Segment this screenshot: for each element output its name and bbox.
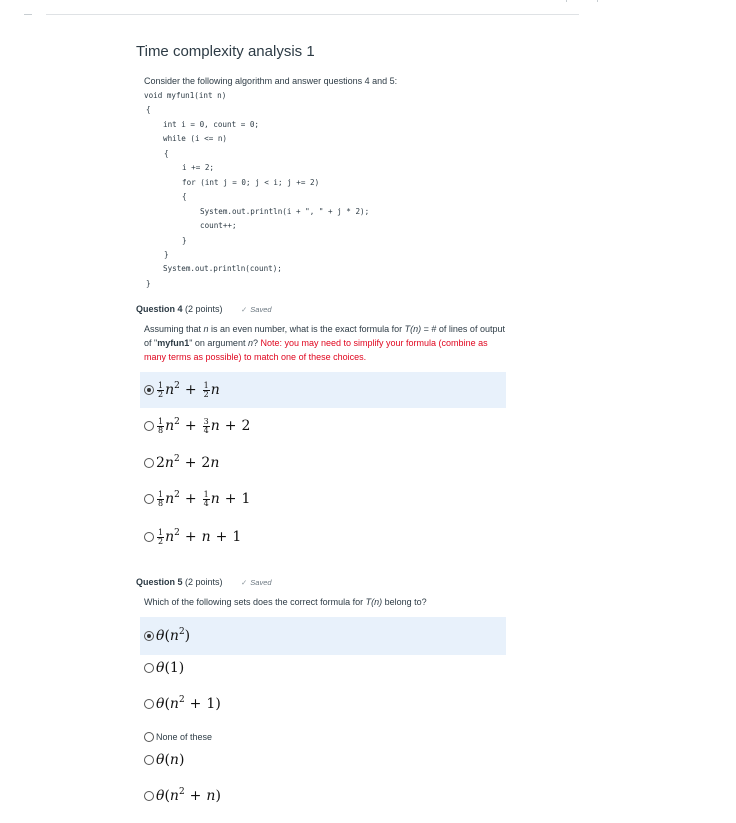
question-4-option[interactable] bbox=[144, 481, 250, 517]
question-4-option[interactable] bbox=[144, 445, 219, 481]
option-formula: θ ( n ) bbox=[156, 752, 185, 768]
radio-button[interactable] bbox=[144, 791, 154, 801]
code-line: { bbox=[182, 192, 187, 201]
code-line: } bbox=[164, 250, 169, 259]
question-4-option[interactable] bbox=[144, 519, 241, 555]
question-5-option[interactable] bbox=[144, 650, 184, 686]
saved-label: Saved bbox=[250, 578, 272, 587]
top-divider bbox=[46, 14, 579, 15]
question-5-option[interactable] bbox=[144, 778, 221, 814]
question-4-points: (2 points) bbox=[185, 304, 223, 314]
question-5-option[interactable] bbox=[144, 686, 221, 722]
radio-button-selected[interactable] bbox=[144, 631, 154, 641]
question-5-text: Which of the following sets does the correct formula for T(n) belong to? bbox=[144, 597, 427, 607]
code-line: void myfun1(int n) bbox=[144, 91, 227, 100]
code-line: { bbox=[146, 105, 151, 114]
option-formula: 2 n 2 + 2 n bbox=[156, 454, 220, 471]
option-formula: θ (1) bbox=[156, 660, 185, 676]
radio-button-selected[interactable] bbox=[144, 385, 154, 395]
code-line: while (i <= n) bbox=[163, 134, 228, 143]
radio-button[interactable] bbox=[144, 699, 154, 709]
option-formula: θ ( n 2 ) bbox=[156, 627, 191, 644]
code-line: count++; bbox=[200, 221, 237, 230]
option-formula: θ ( n 2 + 1) bbox=[156, 695, 221, 712]
question-4-saved-status bbox=[241, 305, 272, 314]
radio-button[interactable] bbox=[144, 532, 154, 542]
radio-button[interactable] bbox=[144, 494, 154, 504]
code-line: i += 2; bbox=[182, 163, 215, 172]
page-title: Time complexity analysis 1 bbox=[136, 43, 315, 60]
question-4-label: Question 4 bbox=[136, 304, 183, 314]
code-line: { bbox=[164, 149, 169, 158]
option-label: None of these bbox=[156, 732, 213, 742]
check-icon: ✓ bbox=[241, 578, 248, 587]
question-4-note: Note: you may need to simplify your formula (combine as many terms as possible) to match one of these choices. bbox=[144, 338, 488, 362]
question-5-points: (2 points) bbox=[185, 577, 223, 587]
option-formula: $\frac{1}{8}$ n 2 + $\frac{1}{4}$ n + 1 bbox=[158, 489, 251, 508]
radio-button[interactable] bbox=[144, 421, 154, 431]
top-marker bbox=[597, 0, 598, 2]
question-5-option[interactable] bbox=[144, 742, 184, 778]
option-formula: $\frac{1}{2}$ n 2 + n + 1 bbox=[158, 527, 242, 546]
top-marker bbox=[566, 0, 567, 2]
question-5-saved-status bbox=[241, 578, 272, 587]
option-formula: $\frac{1}{8}$ n 2 + $\frac{3}{4}$ n + 2 bbox=[158, 416, 251, 435]
question-5-option[interactable] bbox=[140, 617, 506, 655]
question-5-header bbox=[136, 577, 223, 587]
radio-button[interactable] bbox=[144, 755, 154, 765]
top-divider-dash bbox=[24, 14, 32, 15]
question-4-option[interactable] bbox=[140, 372, 506, 408]
code-line: System.out.println(i + ", " + j * 2); bbox=[200, 207, 370, 216]
code-line: int i = 0, count = 0; bbox=[163, 120, 260, 129]
code-line: for (int j = 0; j < i; j += 2) bbox=[182, 178, 320, 187]
saved-label: Saved bbox=[250, 305, 272, 314]
question-4-header bbox=[136, 304, 223, 314]
option-formula: $\frac{1}{2}$ n 2 + $\frac{1}{2}$ n bbox=[158, 380, 220, 399]
code-line: System.out.println(count); bbox=[163, 264, 282, 273]
question-5-label: Question 5 bbox=[136, 577, 183, 587]
radio-button[interactable] bbox=[144, 458, 154, 468]
check-icon: ✓ bbox=[241, 305, 248, 314]
radio-button[interactable] bbox=[144, 663, 154, 673]
intro-text: Consider the following algorithm and answer questions 4 and 5: bbox=[144, 76, 398, 86]
question-4-option[interactable] bbox=[144, 408, 250, 444]
option-formula: θ ( n 2 + n ) bbox=[156, 787, 221, 804]
code-line: } bbox=[182, 236, 187, 245]
question-4-text: Assuming that n is an even number, what is the exact formula for T(n) = # of lines of output of "myfun1" on argument n? Note: you may need to simplify your formula (combine as many terms as possible) to match one of these choices. bbox=[144, 324, 505, 362]
radio-button[interactable] bbox=[144, 732, 154, 742]
code-line: } bbox=[146, 279, 151, 288]
